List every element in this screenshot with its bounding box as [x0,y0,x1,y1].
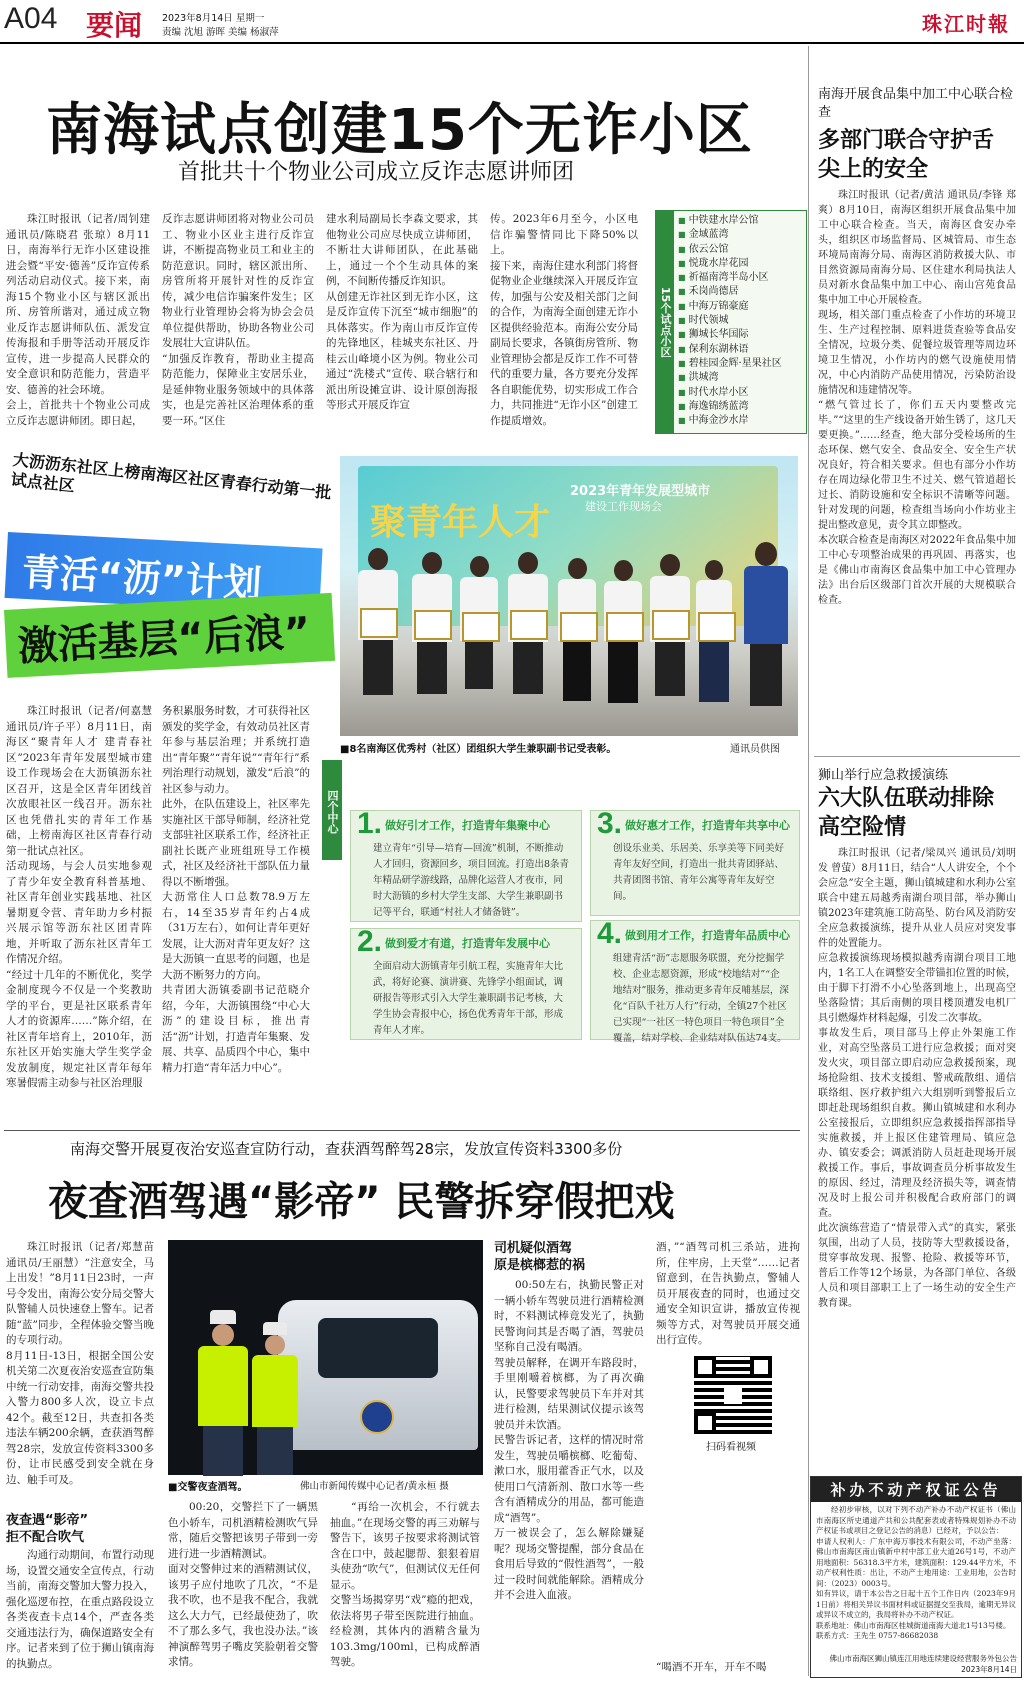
main-col-2-text: 反诈志愿讲师团将对物业公司员工、物业小区业主进行反诈宣讲，不断提高物业员工和业主的防范意识。同时，辖区派出所、房管所将开展针对性的反诈宣传，减少电信诈骗案件发生；区物业行业管理协会将为协会会员单位提供帮助，协助各物业公司发展壮大宣讲队伍。 “加强反诈教育，帮助业主提高防范能力，保障业主安居乐业，是延伸物业服务领域中的具体落实，也是完善社区治理体系的重要一环。”区住 [162,213,314,427]
community-item: ■ 中铁建水岸公馆 [678,214,782,228]
drunk-tail-quote [656,1660,800,1676]
main-subhead: 首批共十个物业公司成立反诈志愿讲师团 [178,160,575,185]
backdrop-line-1: 2023年青年发展型城市 [570,484,711,499]
police-photo [168,1240,483,1475]
certificate [462,612,500,642]
community-item: ■ 时代领城 [678,314,782,328]
four-center-label: 四个中心 [322,760,342,860]
drunk-col-5 [656,1240,800,1350]
certificate-row [356,608,756,638]
drunk-col-1-text: 珠江时报讯（记者/郑慧苗 通讯员/王丽慧）“注意安全，马上出发！”8月11日23时，一声号令发出，南海公安分局交警大队警辅人员快速登上警车。记者随“蓝”同步，全程体验交警当晚的专项行动。 8月11日-13日，根据全国公安机关第二次夏夜治安巡查宣防集中统一行动安排，南海交警共投入警力800多人次，设立卡点42个。截至12日，共查扣各类违法车辆200余辆，查获酒驾醉驾28宗，发放宣传资料3300多份，让市民感受到安全就在身边、触手可及。 [6,1241,154,1486]
drunk-headline: 夜查酒驾遇“影帝” 民警拆穿假把戏 [48,1179,675,1225]
youth-headline-1-text: 青活“沥”计划 [20,549,263,607]
community-item: ■ 时代水岸小区 [678,386,782,400]
drunk-subhead-1: 夜查遇“影帝” 拒不配合吹气 [6,1513,89,1545]
police-photo-caption: ■交警夜查酒驾。 [168,1482,248,1493]
date-line: 2023年8月14日 星期一 [162,13,265,24]
youth-col-2 [162,704,310,1074]
community-item: ■ 保利东湖林语 [678,343,782,357]
card-number: 2. [357,925,383,958]
police-photo-credit: 佛山市新闻传媒中心记者/黄永桓 摄 [300,1481,449,1492]
card-title: 做好引才工作，打造青年集聚中心 [385,819,550,832]
certificate [698,612,736,642]
drunk-col-2-text: 00:20，交警拦下了一辆黑色小轿车，司机酒精检测吹气异常，随后交警把该男子带到一旁进行进一步酒精测试。 面对交警伸过来的酒精测试仪，该男子应付地吹了几次，“不是我不吹，也不是我不配合，我就这么大力气，已经最使劲了，吹不了那么多气，我也没办法。”该神演醉驾男子嘴皮笑脸朝着交警求情。 [168,1501,318,1668]
drunk-col-5-text: 酒，”“酒驾司机三杀站，进拘所，住牢房，上天堂”……记者留意到，在告执勤点，警辅人员开展夜查的同时，也通过交通安全知识宣讲，播放宣传视频等方式，对驾驶员开展交通出行宣传。 [656,1241,800,1346]
backdrop-line-2: 建设工作现场会 [585,500,662,513]
card-number: 3. [597,807,623,840]
drunk-sub1-text [6,1548,154,1678]
card-number: 4. [597,917,623,950]
certificate [560,612,598,642]
police-officer [198,1310,248,1475]
center-card-1 [350,807,582,922]
notice-body-text: 经初步审核，以对下列不动产补办不动产权证书（佛山市南海区所史通道产共和公共配套表或者特殊规划补办不动产权证书或项目之登记公告的消息）已经对，予以公告： 申请人权利人：广东中海万事技术有限公司，不动产坐落：佛山市南海区南山镇新中村中部工业大道26号1号，不动产用地面积：56318.3平方米，建筑面积：129.44平方米，不动产权利性质：出让，不动产土地用途：工业用地，公告时间：（2023）0003号。 如有异议，请于本公告之日起十五个工作日内（2023年9月1日前）将相关异议书面材料或证据提交至我局，逾期无异议或异议不成立的，我局将补办不动产权证。 联系地址：佛山市南海区桂城街道南海大道北1号13号楼。 联系方式：王先生 0757-86682038 [816,1505,1016,1640]
main-col-3 [326,212,478,432]
certificate [652,610,690,640]
drunk-col-3-text: “再给一次机会，不行就去抽血。”在现场交警的再三劝解与警告下，该男子按要求将测试管含在口中，鼓起腮帮、狠狠着眉头使劲“吹气”，但测试仪无任何显示。 交警当场揭穿男“戏”瘾的把戏，依法将男子带至医院进行抽血。经检测，其体内的酒精含量为103.3mg/100ml，已构成醉酒驾驶。 [330,1501,480,1668]
notice-title: 补办不动产权证公告 [811,1477,1021,1502]
certificate [360,608,398,638]
certificate [510,610,548,640]
community-board [655,210,807,434]
card-title: 做到用才工作，打造青年品质中心 [625,929,790,942]
card-number: 1. [357,807,383,840]
main-col-4 [490,212,638,432]
main-col-2 [162,212,314,432]
qr-label: 扫码看视频 [706,1442,756,1453]
card-title: 做好惠才工作，打造青年共享中心 [625,819,790,832]
main-col-1-text: 珠江时报讯（记者/周钊建 通讯员/陈晓君 张琼）8月11日，南海举行无诈小区建设推进会暨“平安·德善”反诈宣传系列活动启动仪式。接下来，南海15个物业小区与辖区派出所、房管所谐对，通过成立物业反诈志愿讲师队伍、派发宣传海报和手册等活动开展反诈宣传，进一步提高人民群众的安全意识和防范能力，营造平安、德善的社会环境。 会上，首批共十个物业公司成立反诈志愿讲师团。即日起， [6,213,150,427]
community-item: ■ 中海金沙水岸 [678,414,782,428]
community-item: ■ 祈福南湾半岛小区 [678,271,782,285]
community-list [678,214,782,428]
card-body: 组建青活“沥”志愿服务联盟，充分挖掘学校、企业志愿资源，形成“校地结对”“企地结对”服务，推动更多青年反哺基层，深化“百队千社万人行”行动，全镇27个社区已实现“一社区一特色项目一特色项目”全覆盖，结对学校、企业结对队伍达74支。 [613,953,789,1044]
main-col-1 [6,212,150,432]
youth-photo-caption: ■8名南海区优秀村（社区）团组织大学生兼职副书记受表彰。 [340,744,617,755]
certificate [414,610,452,640]
page-number: A04 [4,2,58,35]
community-board-label: 15个试点小区 [656,211,674,433]
car-window [318,1318,438,1378]
notice-body [816,1505,1016,1655]
card-body: 创设乐业美、乐居美、乐享美等下同美好青年友好空间，打造出一批共青团驿站、共青团图书馆、青年公寓等青年友好空间。 [613,843,785,902]
police-emblem [360,1400,394,1434]
masthead-rule [0,42,1024,44]
drunk-col-4-text: 00:50左右，执勤民警正对一辆小轿车驾驶员进行酒精检测时，不料测试棒竟发光了，执勤民警询问其是否喝了酒，驾驶员坚称自己没有喝酒。 驾驶员解释，在调开车路段时，手里刚嚼着槟榔，为了再次确认，民警要求驾驶员下车并对其进行检测，结果测试仪提示该驾驶员并未饮酒。 民警告诉记者，这样的情况时常发生，驾驶员嚼槟榔、吃葡萄、漱口水，服用藿香正气水，以及使用口气清新剂、散口水等一些含有酒精成分的用品，都可能造成“酒驾”。 万一被误会了，怎么解除嫌疑呢？现场交警提醒，部分食品在食用后导致的“假性酒驾”，一般过一段时间就能解除。酒精成分并不会进入血液。 [494,1279,644,1601]
community-item: ■ 禾岗尚德居 [678,285,782,299]
rescue-text [818,846,1016,1466]
main-headline: 南海试点创建15个无诈小区 [46,98,753,163]
food-kicker: 南海开展食品集中加工中心联合检查 [818,87,1014,120]
honoree-group [340,456,798,736]
center-card-2 [350,925,582,1040]
right-rule [814,756,1020,757]
drunk-tail-text: “喝酒不开车，开车不喝 [656,1661,767,1673]
youth-photo-credit: 通讯员供图 [730,744,780,755]
community-item: ■ 狮城长华国际 [678,328,782,342]
main-col-3-text: 建水利局副局长李森文要求，其他物业公司应尽快成立讲师团，不断壮大讲师团队，在此基础上，通过一个个生动具体的案例，不间断传播反诈知识。 从创建无诈社区到无诈小区，这是反诈宣传下沉至“城市细胞”的具体落实。作为南山市反诈宣传的先锋地区，桂城夹东社区、丹桂云山峰境小区为例。物业公司通过“洗楼式”宣传、联合辖行和派出所设摊宣讲、设计原创海报等形式开展反诈宣 [326,213,478,411]
rescue-text-body: 珠江时报讯（记者/梁凤兴 通讯员/刘明发 曾萤）8月11日，结合“人人讲安全，个个会应急”安全主题，狮山镇城建和水利办公室联合中建五局越秀南湖台项目部，举办狮山镇2023年建筑施工防高坠、防台风及消防安全应急救援演练，提升从业人员应对突发事件的处置能力。 应急救援演练现场模拟越秀南湖台项目工地内，1名工人在调整安全带锚扣位置的时候，由于脚下打滑不小心坠落到地上，出现高空坠落险情；其后南侧的项目楼顶遭发电机厂具引燃爆炸材料起爆，引发二次事故。 事故发生后，项目部马上停止外架施工作业，对高空坠落员工进行应急救援；面对突发火灾，项目部立即启动应急救援预案，现场抢险组、技术支援组、警戒疏散组、通信联络组、医疗救护组六大组别听到警报后立即赶赴现场组织自救。狮山镇城建和水利办公室接报后，立即组织应急救援指挥部指导实施救援，并上报区住建管理局、镇应急办、镇安委会；调派消防人员赶赴现场开展救援工作。事后，事故调查员分析事故发生的原因、经过，清理及经济损失等，调查情况及时上报公司并积极配合政府部门的调查。 此次演练营造了“情景带入式”的真实，紧张氛围，出动了人员，技防等大型救援设备，贯穿事故发现、报警、抢险、救援等环节，普后工作等12个场景，为各部门单位、各级人员和项目部职工上了一场生动的安全生产教育课。 [818,848,1016,1309]
main-col-4-text: 传。2023年6月至今，小区电信诈骗警情同比下降50%以上。 接下来，南海住建水利部门将督促物业企业继续深入开展反诈宣传，加强与公安及相关部门之间的合作，为南海全面创建无诈小区提供经验范本。南海公安分局副局长要求，各镇街房管所、物业管理协会都是反诈工作不可替代的重要力量，各方要充分发挥各自职能优势，切实形成工作合力，共同推进“无诈小区”创建工作提质增效。 [490,213,638,427]
rescue-kicker: 狮山举行应急救援演练 [818,768,949,783]
youth-kicker-text: 大沥沥东社区上榜南海区社区青春行动第一批试点社区 [9,450,333,503]
card-title: 做到爱才有道，打造青年发展中心 [385,937,550,950]
drunk-col-3 [330,1500,480,1676]
community-item: ■ 海逸锦绣蓝湾 [678,400,782,414]
backdrop-big-text: 聚青年人才 [370,502,551,543]
notice-footer-1: 佛山市南海区狮山镇连江用地连续建设经营服务外包公告 [829,1654,1017,1663]
section-rule [4,1130,800,1131]
community-item: ■ 洪城湾 [678,371,782,385]
notice-box [810,1476,1022,1678]
community-item: ■ 金域蓝湾 [678,228,782,242]
editors-line: 责编 沈旭 游晖 美编 杨淑萍 [162,27,279,38]
food-text-body: 珠江时报讯（记者/黄洁 通讯员/李锋 郑爽）8月10日，南海区组织开展食品集中加工中心联合检查。当天，南海区食安办牵头，组织区市场监督局、区城管局、市生态环境局南海分局、南海区消防救援大队、市目然资源局南海分局、区住建水利局执法人员对新水食品集中加工中心、南山宫苑食品集中加工中心开展检查。 现场，相关部门重点检查了小作坊的环境卫生、生产过程控制、原料进货查验等食品安全情况，垃圾分类、促餐垃圾管理等周边环境卫生情况，小作坊内的燃气设施使用情况，中心内消防产品使用情况，污染防治设施情况和违建情况等。 “燃气管过长了，你们五天内要整改完毕。”“这里的生产线设备开始生锈了，这几天要更换。”……经查，绝大部分受检场所的生态环保、燃气安全、食品安全、安全生产状况良好，符合相关要求。但也有部分小作坊存在周边绿化带卫生不过关、燃气管道超长过长、消防设施和安全标识不清晰等问题。针对发现的问题，检查组当场向小作坊业主提出整改意见，责令其立即整改。 本次联合检查是南海区对2022年食品集中加工中心专项整治成果的再巩固、再落实，也是《佛山市南海区食品集中加工中心管理办法》出台后区级部门首次开展的大规模联合检查。 [818,190,1016,606]
youth-headline-2 [4,593,335,678]
drunk-col-1 [6,1240,154,1510]
center-card-4 [590,917,800,1044]
youth-headline-2-text: 激活基层“后浪” [16,609,312,671]
drunk-col-2 [168,1500,318,1676]
youth-photo [340,456,798,736]
masthead [0,0,1024,42]
community-item: ■ 依云公馆 [678,243,782,257]
section-name: 要闻 [86,9,143,42]
youth-col-2-text: 务积累服务时数，才可获得社区颁发的奖学金，有效动员社区青年参与基层治理；并系统打造出“青年聚”“青年说”“青年行”系列治理行动规划，激发“后浪”的社区参与动力。 此外，在队伍建设上，社区率先实施社区干部导师制，经济社党支部驻社区联系工作，经济社正副社长既产业班组班导工作模式，社区及经济社干部队伍力量得以不断增强。 大沥常住人口总数78.9万左右，14至35岁青年约占4成（31万左右），如何让青年更好发展，让大沥对青年更友好？这是大沥镇一直思考的问题，也是大沥不断努力的方向。 共青团大沥镇委副书记范晓介绍，今年，大沥镇围绕“中心大沥”的建设目标，推出青活“沥”计划，打造青年集聚、发展、共享、品质四个中心，集中精力打造“青年活力中心”。 [162,705,310,1074]
community-item: ■ 悦珑水岸花园 [678,257,782,271]
card-body: 全面启动大沥镇青年引航工程，实施青年大比武，将好论赛、演讲赛、先锋学小组面试，调研报告等形式引入大学生兼职副书记考核，大学生协会青报中心，扬色优秀青年干部，形成青年人才库。 [373,961,564,1036]
paper-logo: 珠江时報 [922,12,1010,36]
drunk-col-4 [494,1278,644,1676]
qr-code[interactable] [694,1356,772,1434]
drunk-sub1-body: 沟通行动期间，布置行动现场，设置交通安全宣传点，行动当前，南海交警加大警力投入，强化巡逻布控，在重点路段设立各类夜查卡点14个，严查各类交通违法行为，确保道路安全有序。记者来到了位于狮山镇南海的执勤点。 [6,1549,154,1670]
youth-col-1 [6,704,152,1089]
community-item: ■ 碧桂园金辉·星果社区 [678,357,782,371]
certificate [606,612,644,642]
center-card-3 [590,807,800,916]
youth-kicker [10,450,342,524]
youth-col-1-text: 珠江时报讯（记者/何嘉慧 通讯员/许子平）8月11日，南海区“聚青年人才 建青春社区”2023年青年发展型城市建设工作现场会在大沥镇沥东社区召开，这是全区青年团线首次放眼社区一线召开。沥东社区也凭借扎实的青年工作基础，上榜南海区社区青春行动第一批试点社区。 活动现场，与会人员实地参观了青少年安全教育科普基地、社区青年创业实践基地、社区暑期夏令营、青年助力乡村振兴展示馆等沥东社区团青阵地，并听取了沥东社区青年工作情况介绍。 “经过十几年的不断优化，奖学金制度现今不仅是一个奖教助学的平台，更是社区联系青年人才的资源库……”陈介绍，在社区青年培育上，2010年，沥东社区开始实施大学生奖学金发放制度，规定社区青年每年寒暑假需主动参与社区治理服 [6,705,152,1089]
drunk-subhead-2: 司机疑似酒驾 原是槟榔惹的祸 [494,1241,586,1273]
police-officer [252,1322,298,1475]
card-body: 建立青年“引导—培育—回流”机制，不断推动人才回归，资源回乡，项目回流。打造出8条青年精品研学游线路，品牌化运营人才夜市，同时大沥镇的乡村大学生支部、大学生兼职副书记等平台，联通“村社人才储备链”。 [373,843,570,918]
food-headline: 多部门联合守护舌尖上的安全 [818,128,995,182]
drunk-kicker: 南海交警开展夏夜治安巡查宣防行动，查获酒驾醉驾28宗，发放宣传资料3300多份 [70,1140,623,1158]
notice-footer-2: 2023年8月14日 [961,1665,1017,1674]
food-text [818,188,1016,698]
right-col-divider [808,46,809,1676]
rescue-headline: 六大队伍联动排除高空险情 [818,786,995,840]
community-item: ■ 中海万锦豪庭 [678,300,782,314]
